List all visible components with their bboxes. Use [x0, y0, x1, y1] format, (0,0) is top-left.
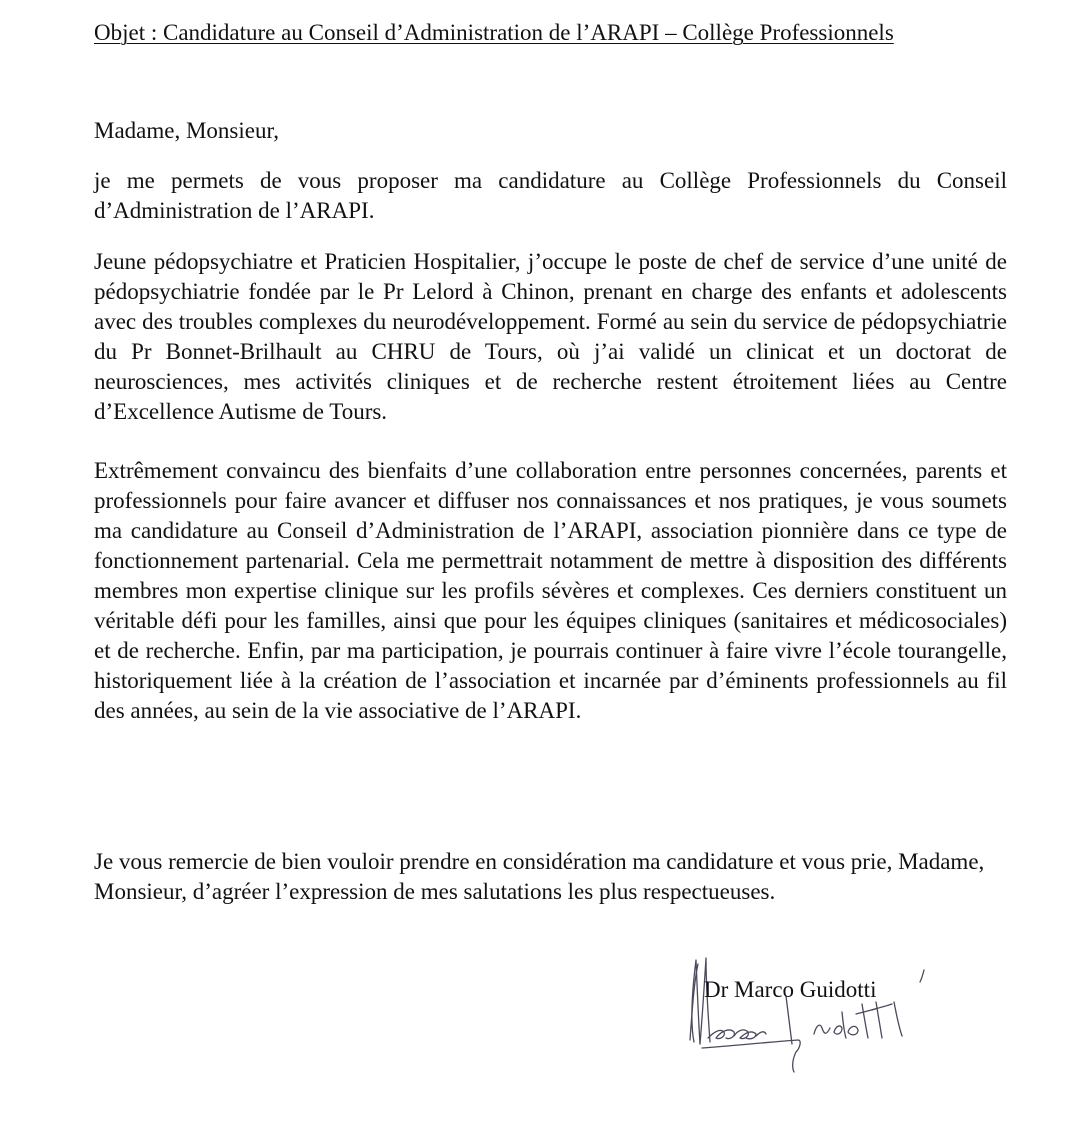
letter-salutation: Madame, Monsieur, — [94, 118, 279, 143]
signature-name: Dr Marco Guidotti — [704, 977, 877, 1002]
letter-closing: Je vous remercie de bien vouloir prendre en considération ma candidature et vous prie, Madame, Monsieur, d’agréer l’expression de mes salutations les plus respectueuses. — [94, 849, 985, 904]
letter-paragraph-2: Jeune pédopsychiatre et Praticien Hospitalier, j’occupe le poste de chef de service d’une unité de pédopsychiatrie fondée par le Pr Lelord à Chinon, prenant en charge des enfants et adolescents avec des troubles complexes du neurodéveloppement. Formé au sein du service de pédopsychiatrie du Pr Bonnet-Brilhault au CHRU de Tours, où j’ai validé un clinicat et un doctorat de neurosciences, mes activités cliniques et de recherche restent étroitement liées au Centre d’Excellence Autisme de Tours. — [94, 249, 1007, 424]
letter-subject: Objet : Candidature au Conseil d’Administration de l’ARAPI – Collège Professionnels — [94, 20, 894, 45]
letter-paragraph-3: Extrêmement convaincu des bienfaits d’une collaboration entre personnes concernées, parents et professionnels pour faire avancer et diffuser nos connaissances et nos pratiques, je vous soumets ma candidature au Conseil d’Administration de l’ARAPI, association pionnière dans ce type de fonctionnement partenarial. Cela me permettrait notamment de mettre à disposition des différents membres mon expertise clinique sur les profils sévères et complexes. Ces derniers constituent un véritable défi pour les familles, ainsi que pour les équipes cliniques (sanitaires et médicosociales) et de recherche. Enfin, par ma participation, je pourrais continuer à faire vivre l’école tourangelle, historiquement liée à la création de l’association et incarnée par d’éminents professionnels au fil des années, au sein de la vie associative de l’ARAPI. — [94, 458, 1007, 723]
handwritten-signature — [680, 952, 930, 1082]
letter-paragraph-1: je me permets de vous proposer ma candidature au Collège Professionnels du Conseil d’Administration de l’ARAPI. — [94, 168, 1007, 223]
signature-block — [680, 952, 930, 1082]
